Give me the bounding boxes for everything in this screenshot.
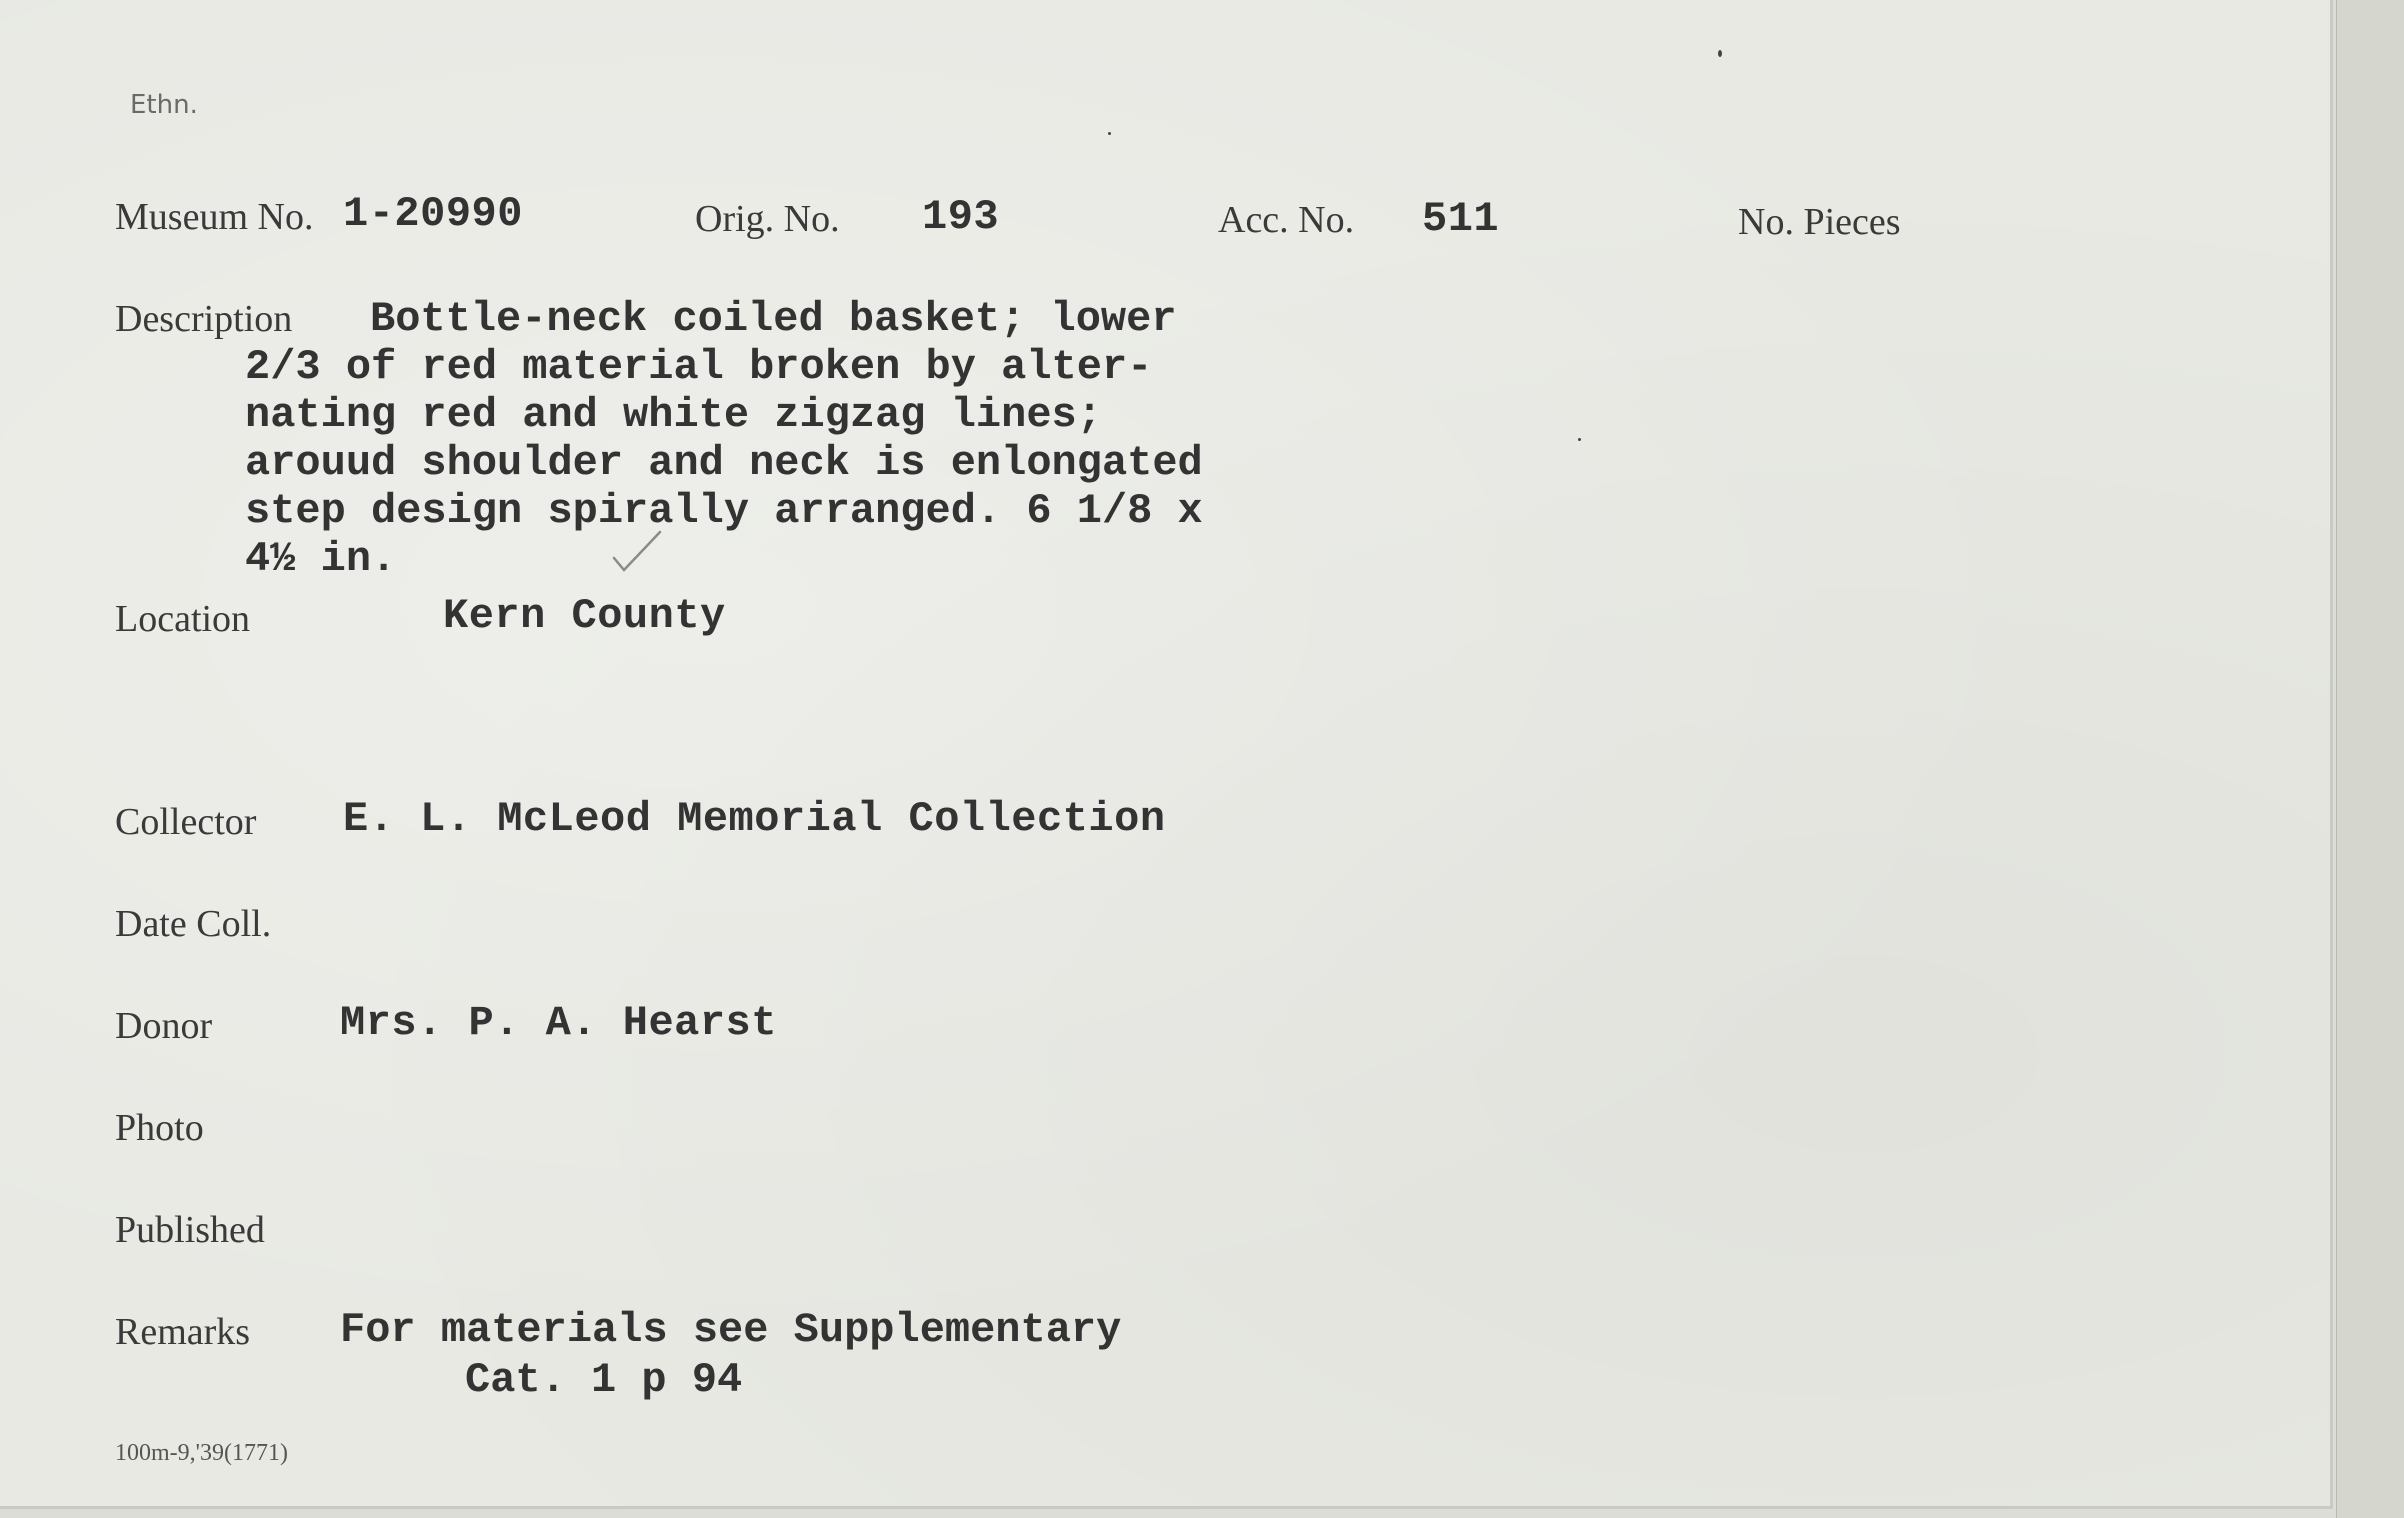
print-code: 100m-9,'39(1771) <box>115 1440 288 1466</box>
speck-mark <box>1718 50 1722 57</box>
collector-value: E. L. McLeod Memorial Collection <box>343 795 1166 843</box>
ethn-stamp: Ethn. <box>130 90 198 120</box>
speck-mark <box>1578 438 1581 441</box>
remarks-line: For materials see Supplementary <box>340 1306 1122 1354</box>
remarks-text <box>340 1305 1121 1405</box>
donor-value: Mrs. P. A. Hearst <box>340 999 777 1047</box>
speck-mark <box>1108 132 1111 135</box>
acc-no-value: 511 <box>1422 195 1500 243</box>
date-coll-label: Date Coll. <box>115 903 272 945</box>
location-label: Location <box>115 598 251 640</box>
no-pieces-label: No. Pieces <box>1738 201 1901 243</box>
photo-label: Photo <box>115 1107 204 1149</box>
description-text <box>245 295 1245 583</box>
description-line: arouud shoulder and neck is enlongated <box>245 439 1203 487</box>
description-line: nating red and white zigzag lines; <box>245 391 1102 439</box>
description-line: Bottle-neck coiled basket; lower <box>370 295 1177 343</box>
museum-no-label: Museum No. <box>115 196 314 238</box>
location-value: Kern County <box>443 592 726 640</box>
remarks-line: Cat. 1 p 94 <box>465 1356 743 1404</box>
published-label: Published <box>115 1209 265 1251</box>
orig-no-label: Orig. No. <box>695 198 840 240</box>
collector-label: Collector <box>115 801 257 843</box>
description-line: 2/3 of red material broken by alter- <box>245 343 1153 391</box>
description-line: 4½ in. <box>245 535 397 583</box>
orig-no-value: 193 <box>922 193 1000 241</box>
check-mark-icon <box>612 528 662 578</box>
description-label: Description <box>115 298 293 340</box>
card-edge <box>2336 0 2404 1518</box>
description-line: step design spirally arranged. 6 1/8 x <box>245 487 1203 535</box>
museum-no-value: 1-20990 <box>343 190 523 238</box>
remarks-label: Remarks <box>115 1311 251 1353</box>
donor-label: Donor <box>115 1005 213 1047</box>
acc-no-label: Acc. No. <box>1218 199 1355 241</box>
